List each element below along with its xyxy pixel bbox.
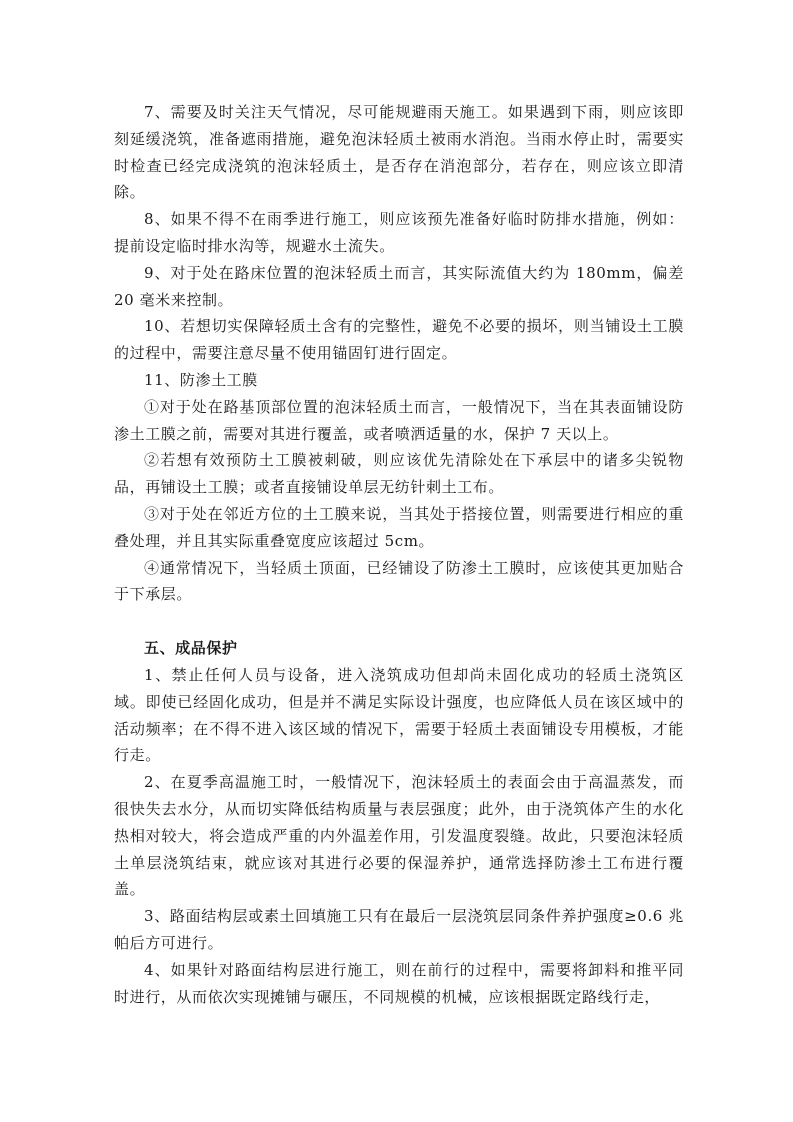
sub-item-3: ③对于处在邻近方位的土工膜来说，当其处于搭接位置，则需要进行相应的重叠处理，并且其实际重叠宽度应该超过 5cm。 xyxy=(114,504,684,550)
document-body xyxy=(114,99,684,1010)
sub-item-1: ①对于处在路基顶部位置的泡沫轻质土而言，一般情况下，当在其表面铺设防渗土工膜之前，需要对其进行覆盖，或者喷洒适量的水，保护 7 天以上。 xyxy=(114,397,684,443)
protection-item-4: 4、如果针对路面结构层进行施工，则在前行的过程中，需要将卸料和推平同时进行，从而依次实现摊铺与碾压，不同规模的机械，应该根据既定路线行走， xyxy=(114,960,684,1006)
paragraph-item-8: 8、如果不得不在雨季进行施工，则应该预先准备好临时防排水措施，例如：提前设定临时排水沟等，规避水土流失。 xyxy=(114,210,684,255)
sub-item-2: ②若想有效预防土工膜被刺破，则应该优先清除处在下承层中的诸多尖锐物品，再铺设土工膜；或者直接铺设单层无纺针刺土工布。 xyxy=(114,451,684,497)
paragraph-item-10: 10、若想切实保障轻质土含有的完整性，避免不必要的损坏，则当铺设土工膜的过程中，需要注意尽量不使用锚固钉进行固定。 xyxy=(114,317,684,363)
section-title: 五、成品保护 xyxy=(144,639,238,658)
paragraph-item-11: 11、防渗土工膜 xyxy=(144,370,258,389)
paragraph-item-9: 9、对于处在路床位置的泡沫轻质土而言，其实际流值大约为 180mm，偏差 20 毫米来控制。 xyxy=(114,263,684,309)
protection-item-3: 3、路面结构层或素土回填施工只有在最后一层浇筑层同条件养护强度≥0.6 兆帕后方可进行。 xyxy=(114,907,684,952)
protection-item-1: 1、禁止任何人员与设备，进入浇筑成功但却尚未固化成功的轻质土浇筑区域。即使已经固化成功，但是并不满足实际设计强度，也应降低人员在该区域中的活动频率；在不得不进入该区域的情况下，需要于轻质土表面铺设专用模板，才能行走。 xyxy=(114,665,684,765)
sub-item-4: ④通常情况下，当轻质土顶面，已经铺设了防渗土工膜时，应该使其更加贴合于下承层。 xyxy=(114,558,684,604)
paragraph-item-7: 7、需要及时关注天气情况，尽可能规避雨天施工。如果遇到下雨，则应该即刻延缓浇筑，准备遮雨措施，避免泡沫轻质土被雨水消泡。当雨水停止时，需要实时检查已经完成浇筑的泡沫轻质土，是否存在消泡部分，若存在，则应该立即清除。 xyxy=(114,103,684,202)
protection-item-2: 2、在夏季高温施工时，一般情况下，泡沫轻质土的表面会由于高温蒸发，而很快失去水分，从而切实降低结构质量与表层强度；此外，由于浇筑体产生的水化热相对较大，将会造成严重的内外温差作用，引发温度裂缝。故此，只要泡沫轻质土单层浇筑结束，就应该对其进行必要的保湿养护，通常选择防渗土工布进行覆盖。 xyxy=(114,773,684,899)
